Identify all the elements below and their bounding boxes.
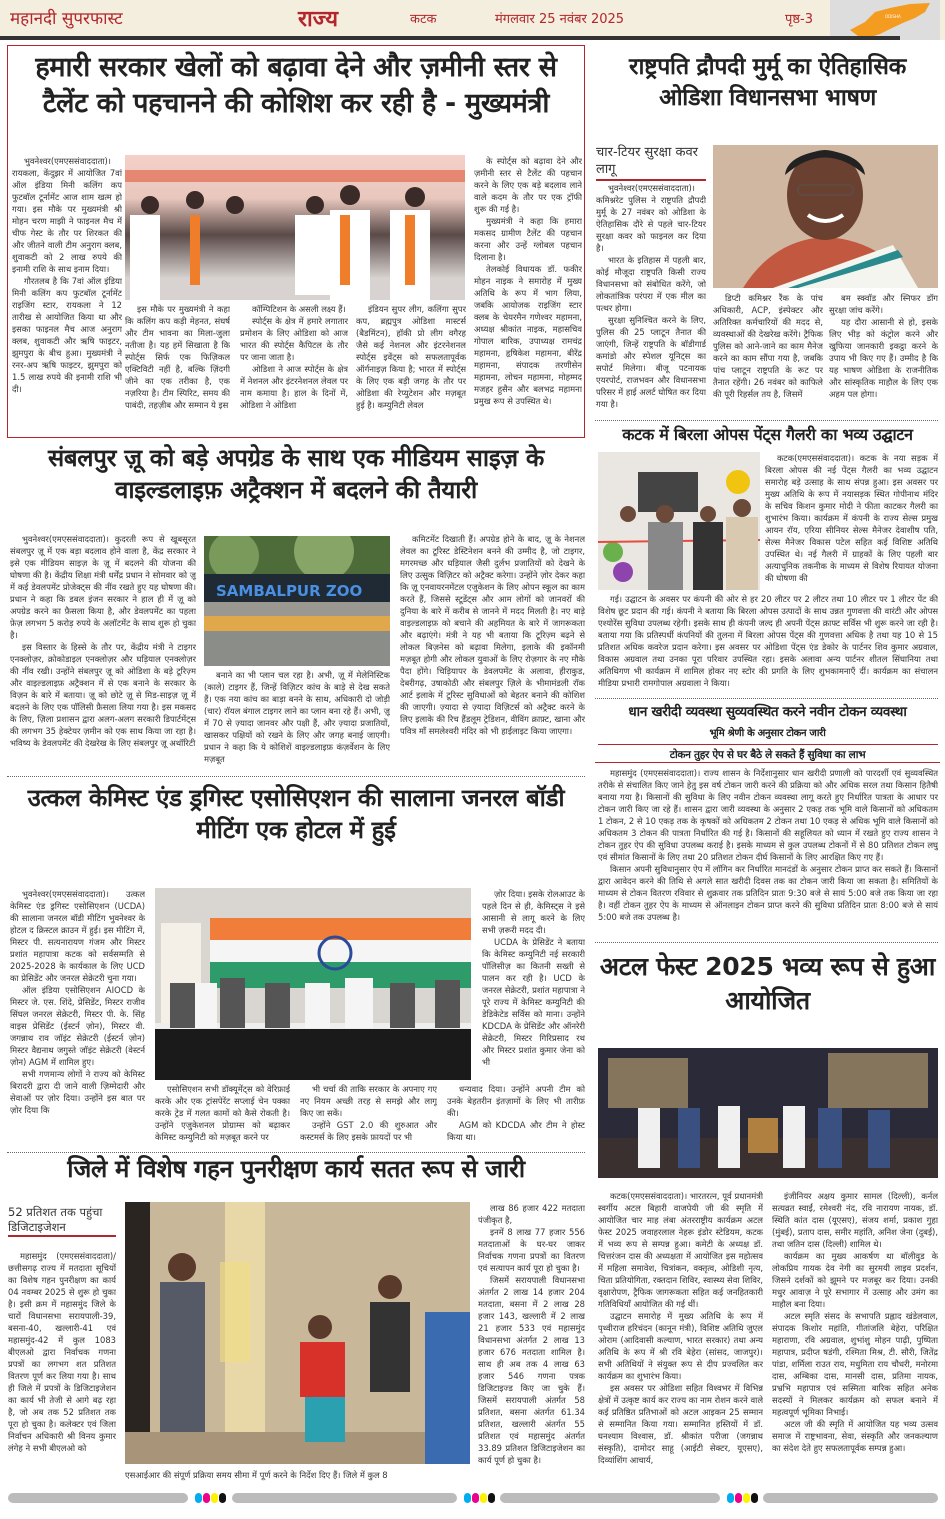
article-column (478, 1202, 585, 1482)
headline-voter-revision: जिले में विशेष गहन पुनरीक्षण कार्य सतत रूप से जारी (67, 1155, 525, 1183)
paragraph: महासमुंद (एमएससंवाददाता)। राज्य शासन के निर्देशानुसार धान खरीदी प्रणाली को पारदर्शी एवं सुव्यवस्थित तरीके से संचालित किए जाने हेतु इस वर्ष टोकन जारी करने की प्रक्रिया को और अधिक सरल तथा किसान हितैषी बनाया गया है। किसानों की सुविधा के लिए नवीन टोकन व्यवस्था लागू करते हुए निर्धारित पात्रता के आधार पर टोकन जारी किए जा रहे हैं। शासन द्वारा जारी व्यवस्था के अनुसार 2 एकड़ तक भूमि वाले किसानों को अधिकतम 1 टोकन, 2 से 10 एकड़ तक के कृषकों को अधिकतम 2 टोकन तथा 10 एकड़ से अधिक भूमि वाले किसानों को अधिकतम 3 टोकन की पात्रता निर्धारित की गई है। किसानों की सहूलियत को ध्यान में रखते हुए राज्य शासन ने टोकन तुहर ऐप की सुविधा उपलब्ध कराई है। इसके माध्यम से कुल उपलब्ध टोकनों में से 80 प्रतिशत टोकन लघु एवं सीमांत किसानों के लिए तथा 20 प्रतिशत टोकन दीर्घ किसानों के लिए आरक्षित किए गए हैं। (598, 768, 938, 862)
registration-dot-cyan (727, 1493, 734, 1503)
headline-sports: हमारी सरकार खेलों को बढ़ावा देने और ज़मीनी स्तर से टैलेंट को पहचानने की कोशिश कर रही है - मुख्यमंत्री (35, 52, 557, 120)
subheadline-digitization: 52 प्रतिशत तक पहुंचा डिजिटाइजेशन (8, 1205, 116, 1237)
paragraph: स्पोर्ट्स के क्षेत्र में हमारे लगातार प्रमोशन के लिए ओडिशा को आज भारत की स्पोर्ट्स कैपिटल के तौर पर जाना जाता है। (240, 316, 348, 362)
photo-ribbon-cutting (598, 452, 760, 590)
paragraph: इनमें 8 लाख 77 हजार 556 मतदाताओं के घर-घर जाकर निर्वाचक गणना प्रपत्रों का वितरण एवं सत्यापन कार्य पूरा हो चुका है। (478, 1227, 585, 1273)
footer-bar (232, 1493, 457, 1503)
registration-dot-black (488, 1493, 495, 1503)
paragraph: लाख 86 हजार 422 मतदाता पंजीकृत है, (478, 1203, 585, 1225)
paragraph: उन्होंने GST 2.0 की शुरुआत और कस्टमर्स के लिए इसके फ़ायदों पर भी (300, 1120, 437, 1142)
registration-dot-yellow (211, 1493, 218, 1503)
divider (7, 776, 585, 777)
paragraph: किसान अपनी सुविधानुसार ऐप में लॉगिन कर निर्धारित मानदंडों के अनुसार टोकन प्राप्त कर सकते हैं। किसानों द्वारा आवेदन करने की तिथि से अगले सात खरीदी दिवस तक का टोकन जारी किया जा सकता है। समितियों के माध्यम से टोकन वितरण रविवार से शुक्रवार तक प्रतिदिन प्रातः 9:30 बजे से सायं 5:00 बजे तक किया जा रहा है। वहीं टोकन तुहर ऐप के माध्यम से ऑनलाइन टोकन प्राप्त करने की सुविधा प्रतिदिन प्रातः 8:00 बजे से सायं 5:00 बजे तक उपलब्ध है। (598, 864, 938, 922)
photo-trophy-ceremony (125, 155, 465, 300)
paragraph: भुवनेश्वर(एमएससंवाददाता)। रायकला, केंदुझर में आयोजित 7वां ऑल इंडिया मिनी कलिंग कप फुटबॉल टूर्नामेंट आज शाम खत्म हो गया। इस मौके पर मुख्यमंत्री श्री मोहन चरण माझी ने फाइनल मैच में चीफ गेस्ट के तौर पर शिरकत की और जीतने वाली टीम अनुराग क्लब, शुवाकटी को 2 लाख रुपये की इनामी राशि के साथ इनाम दिया। (12, 156, 122, 274)
article-column (598, 767, 938, 937)
paragraph: सभी गणमान्य लोगों ने राज्य को केमिस्ट बिरादरी द्वारा दी जाने वाली ज़िम्मेदारी और सेवाओं पर ज़ोर दिया। उन्होंने इस बात पर ज़ोर दिया कि (10, 1069, 145, 1115)
article-column (125, 303, 230, 433)
paragraph: सुरक्षा सुनिश्चित करने के लिए, पुलिस की 25 प्लाटून तैनात की जाएंगी, जिन्हें राष्ट्रपति के बॉडीगार्ड कमांडो और स्पेशल यूनिट्स का सपोर्ट मिलेगा। बीजू पटनायक एयरपोर्ट, राजभवन और विधानसभा परिसर में हाई अलर्ट घोषित कर दिया गया है। (596, 315, 706, 409)
headline-birla-opus: कटक में बिरला ओपस पेंट्स गैलरी का भव्य उद्घाटन (622, 425, 913, 444)
paragraph: जिसमें सरायपाली विधानसभा अंतर्गत 2 लाख 14 हजार 204 मतदाता, बसना में 2 लाख 28 हजार 143, खल्लारी में 2 लाख 21 हजार 533 एवं महासमुंद विधानसभा अंतर्गत 2 लाख 13 हजार 676 मतदाता शामिल है। साथ ही अब तक 4 लाख 63 हजार 546 गणना पत्रक डिजिटाइज्ड किए जा चुके हैं। जिसमें सरायपाली अंतर्गत 58 प्रतिशत, बसना अंतर्गत 61.34 प्रतिशत, खल्लारी अंतर्गत 55 प्रतिशत एवं महासमुंद अंतर्गत 33.89 प्रतिशत डिजिटाइजेशन का कार्य पूर्ण हो चुका है। (478, 1275, 585, 1465)
paragraph: एसोसिएशन सभी डॉक्यूमेंट्स को वेरिफ़ाई करके और एक ट्रांसपेरेंट सप्लाई चेन पक्का करके ट्रेड में गलत कामों को कैसे रोकती है। उन्होंने एजुकेशनल प्रोग्राम्स को बढ़ाकर केमिस्ट कम्युनिटी को मज़बूत करने पर (155, 1084, 290, 1142)
article-column (596, 182, 706, 417)
paragraph: ऑल इंडिया एसोसिएशन AIOCD के मिस्टर जे. एस. शिंदे, प्रेसिडेंट, मिस्टर राजीव सिंघल जनरल सेक्रेटरी, मिस्टर पी. के. सिंह वाइस प्रेसिडेंट (ईस्टर्न ज़ोन), मिस्टर वी. जगन्नाथ राव जॉइंट सेक्रेटरी (ईस्टर्न ज़ोन) मिस्टर वैद्यनाथ जगुस्ते जॉइंट सेक्रेटरी (वेस्टर्न ज़ोन) AGM में शामिल हुए। (10, 985, 145, 1067)
article-column (204, 669, 390, 769)
paragraph: के स्पोर्ट्स को बढ़ावा देने और ज़मीनी स्तर से टैलेंट की पहचान करने के लिए एक बड़े बदलाव लाने वाले कदम के तौर पर एक ट्रॉफी शुरू की गई है। (474, 156, 582, 214)
article-column (829, 292, 938, 417)
paragraph: भुवनेश्वर(एमएससंवाददाता)। कुदरती रूप से खूबसूरत संबलपुर ज़ू में एक बड़ा बदलाव होने वाला है, केंद्र सरकार ने इसे एक मीडियम साइज़ के ज़ू में बदलने की योजना की घोषणा की है। केंद्रीय शिक्षा मंत्री धर्मेंद्र प्रधान ने सोमवार को ज़ू में कई डेवलपमेंट प्रोजेक्ट्स की नींव रखते हुए यह घोषणा की। प्रधान ने कहा कि डबल इंजन सरकार ने हाल ही में ज़ू को अपग्रेड करने का फ़ैसला किया है, और डेवलपमेंट का पहला फ़ेज़ लगभग 5 करोड़ रुपये के अलॉटमेंट के साथ शुरू हो चुका है। (10, 534, 196, 640)
article-column (356, 303, 466, 433)
paragraph: AGM को KDCDA और टीम ने होस्ट किया था। (447, 1120, 585, 1142)
paragraph: गई। उद्घाटन के अवसर पर कंपनी की ओर से हर 20 लीटर पर 2 लीटर तथा 10 लीटर पर 1 लीटर पेंट की विशेष छूट प्रदान की गई। कंपनी ने बताया कि बिरला ओपस उत्पादों के साथ उन्नत गुणवत्ता की वारंटी और ओपस एश्योरेंस सुविधा उपलब्ध रहेगी। इसके साथ ही कंपनी जल्द ही अपनी पेंट्स क्राफ्ट सर्विस भी शुरू करने जा रही है। बताया गया कि प्रतिस्पर्धी कंपनियों की तुलना में बिरला ओपस पेंट्स की गुणवत्ता अधिक है तथा यह 10 से 15 प्रतिशत अधिक कवरेज प्रदान करेगा। इस अवसर पर ओडिशा पेंट्स एंड डेकोर के पार्टनर शिव कुमार अग्रवाल, विकास अग्रवाल तथा उनका पूरा परिवार उपस्थित रहा। इसके अलावा अन्य पार्टनर शीतल सिंघानिया तथा अतिथिगण भी कार्यक्रम में शामिल होकर नए स्टोर की प्रगति के लिए शुभकामनाएँ दीं। कार्यक्रम का संचालन मीडिया प्रभारी रामगोपाल अग्रवाला ने किया। (598, 594, 938, 688)
headline-ucda-agm: उत्कल केमिस्ट एंड ड्रगिस्ट एसोसिएशन की सालाना जनरल बॉडी मीटिंग एक होटल में हुई (27, 784, 565, 845)
paragraph: कॉम्पिटिशन के असली लक्ष्य हैं। (252, 304, 346, 314)
subheadline-token-app: टोकन तुहर ऐप से घर बैठे ले सकते हैं सुविधा का लाभ (595, 748, 940, 763)
masthead: महानदी सुपरफास्ट (10, 9, 123, 29)
paragraph: बनाने का भी प्लान चल रहा है। अभी, ज़ू में मेलेनिस्टिक (काले) टाइगर हैं, जिन्हें विज़िटर कांच के बाड़े से देख सकते हैं। एक नया कांच का बाड़ा बनने के साथ, अधिकारी दो जोड़ी (चार) रॉयल बंगाल टाइगर लाने का प्लान बना रहे हैं। अभी, ज़ू में 70 से ज़्यादा जानवर और पक्षी हैं, और ज़्यादा प्रजातियों, खासकर पक्षियों को रखने के लिए और जगह बनाई जाएगी। प्रधान ने कहा कि ये कोशिशें वाइल्डलाइफ़ कंज़र्वेशन के लिए मज़बूत (204, 670, 390, 764)
registration-dot-yellow (480, 1493, 487, 1503)
divider (595, 420, 938, 421)
paragraph: गौरतलब है कि 7वां ऑल इंडिया मिनी कलिंग कप फुटबॉल टूर्नामेंट राइजिंग स्टार, रायकला ने 12 तारीख से आयोजित किया था और इसका फाइनल मैच आज अनुराग क्लब, शुवाकटी और ऋषि फाइटर, झुमपुरा के बीच हुआ। मुख्यमंत्री ने रनर-अप ऋषि फाइटर, झुमपुरा को 1.5 लाख रुपये की इनामी राशि भी दी। (12, 276, 122, 394)
paragraph: इंडियन सुपर लीग, कलिंगा सुपर कप, ब्रह्मपुत्र ओडिशा मास्टर्स (बैडमिंटन), हॉकी प्रो लीग वगैरह जैसे कई नेशनल और इंटरनेशनल स्पोर्ट्स इवेंट्स को सफलतापूर्वक ऑर्गनाइज़ किया है; भारत में स्पोर्ट्स के लिए एक बड़ी जगह के तौर पर ओडिशा की रेप्युटेशन और मज़बूत हुई है। कम्युनिटी लेवल (356, 304, 466, 410)
article-column (10, 888, 145, 1150)
photo-atal-fest (598, 1048, 938, 1178)
paragraph: UCDA के प्रेसिडेंट ने बताया कि केमिस्ट कम्युनिटी नई सरकारी पॉलिसीज़ का कितनी सख्ती से पालन कर रही है। UCD के जनरल सेक्रेटरी, प्रशांत महापात्रा ने पूरे राज्य में केमिस्ट कम्युनिटी की डेडिकेटेड सर्विस को माना। उन्होंने KDCDA के प्रेसिडेंट और ऑनरेरी सेक्रेटरी, मिस्टर गिरिप्रसाद रथ और मिस्टर प्रशांत कुमार जेना को भी (482, 937, 585, 1067)
headline-president: राष्ट्रपति द्रौपदी मुर्मू का ऐतिहासिक ओडिशा विधानसभा भाषण (629, 54, 906, 112)
paragraph: महासमुंद (एमएससंवाददाता)/ छत्तीसगढ़ राज्य में मतदाता सूचियों का विशेष गहन पुनरीक्षण का कार्य 04 नवम्बर 2025 से शुरू हो चुका है। इसी क्रम में महासमुंद जिले के चारों विधानसभा सरायपाली-39, बसना-40, खल्लारी-41 एवं महासमुंद-42 में कुल 1083 बीएलओ द्वारा निर्वाचक गणना प्रपत्रों का लगभग शत प्रतिशत वितरण पूर्ण कर लिया गया है। साथ ही जिले में प्रपत्रों के डिजिटाइजेशन का कार्य भी तेजी से आगे बढ़ रहा है, जो अब तक 52 प्रतिशत तक पूरा हो चुका है। कलेक्टर एवं जिला निर्वाचन अधिकारी श्री विनय कुमार लंगेह ने सभी बीएलओ को (8, 1251, 116, 1453)
photo-sambalpur-zoo (204, 536, 390, 666)
registration-dot-black (219, 1493, 226, 1503)
paragraph: ज़ोर दिया। इसके रोलआउट के पहले दिन से ही, केमिस्ट्स ने इसे आसानी से लागू करने के लिए सभी ज़रूरी मदद दी। (482, 889, 585, 935)
paragraph: अटल स्मृति संसद के सभापति प्रह्लाद खंडेलवाल, संपादक किशोर महांति, गीतांजलि बेहेरा, परिक्षित महाराणा, रवि अग्रवाल, शुभांशु मोहन पाढ़ी, पुष्पिता महापात्र, प्रदीप्त षडंगी, रश्मिता मिश्र, टी. सौरी, जितेंद्र पांडा, शर्मिला राउत राय, मधुमिता राय चौधरी, मनोरमा दास, अम्बिका दास, मानसी दास, प्रतिमा नायक, प्रभ्रभि महापात्र एवं सस्मिता बारिक सहित अनेक सदस्यों ने मिलकर कार्यक्रम को सफल बनाने में महत्वपूर्ण भूमिका निभाई। (772, 1311, 938, 1417)
headline-paddy-token: धान खरीदी व्यवस्था सुव्यवस्थित करने नवीन टोकन व्यवस्था (628, 704, 907, 720)
section-title: राज्य (298, 7, 339, 32)
page-number: पृष्ठ-3 (785, 12, 814, 27)
paragraph: तेलकोई विधायक डॉ. फकीर मोहन नाइक ने समारोह में मुख्य अतिथि के रूप में भाग लिया, जबकि आयोजक राइजिंग स्टार क्लब के चेयरमैन गणेश्वर महामना, अध्यक्ष श्रीकांत नाइक, महासचिव गोपाल बारिक, उपाध्यक्ष रामचंद्र महामना, हृषिकेश महामना, बीरेंद्र महामना, संपादक तरणीसेन महामना, लोचन महामना, मोहम्मद मजहर हुसैन और बलभद्र महामना प्रमुख रूप से उपस्थित थे। (474, 264, 582, 406)
paragraph: अटल जी की स्मृति में आयोजित यह भव्य उत्सव समाज में राष्ट्रभावना, सेवा, संस्कृति और जनकल्याण का संदेश देते हुए सफलतापूर्वक सम्पन्न हुआ। (772, 1419, 938, 1453)
edition-city: कटक (410, 12, 437, 27)
divider (595, 698, 938, 699)
paragraph: इस अवसर पर ओडिशा सहित विश्वभर में विभिन्न क्षेत्रों में उत्कृष्ट कार्य कर राज्य का नाम रोशन करने वाले कई प्रतिष्ठित प्रतिभाओं को अटल आइकन 25 सम्मान से सम्मानित किया गया। सम्मानित हस्तियों में डॉ. घनश्याम विश्वास, डॉ. श्रीकांत परीजा (जगन्नाथ संस्कृति), दामोदर साहू (आईटी सेक्टर, यूएसए), दिव्यांशिंग आचार्य, (598, 1383, 763, 1465)
paragraph: कार्यक्रम का मुख्य आकर्षण था बॉलीवुड के लोकप्रिय गायक देव नेगी का सुरमयी लाइव प्रदर्शन, जिसने दर्शकों को झूमने पर मजबूर कर दिया। उनकी मधुर आवाज़ ने पूरे सभागार में उत्साह और उमंग का माहौल बना दिया। (772, 1251, 938, 1309)
paragraph: इस मौके पर मुख्यमंत्री ने कहा कि कलिंग कप कड़ी मेहनत, संघर्ष और टीम भावना का मिला-जुला नतीजा है। यह हमें सिखाता है कि स्पोर्ट्स सिर्फ एक फिज़िकल एक्टिविटी नहीं है, बल्कि ज़िंदगी जीने का एक तरीका है, एक नज़रिया है। टीम स्पिरिट, समय की पाबंदी, तहज़ीब और सम्मान ये इस (125, 304, 230, 410)
article-column (772, 1190, 938, 1482)
paragraph: भुवनेश्वर(एमएससंवाददाता)। कमिश्नरेट पुलिस ने राष्ट्रपति द्रौपदी मुर्मू के 27 नवंबर को ओडिशा के ऐतिहासिक दौरे से पहले चार-टियर सुरक्षा कवर को फाइनल कर दिया है। (596, 183, 706, 253)
article-column (10, 533, 196, 769)
footer-bar (763, 1493, 938, 1503)
registration-dot-cyan (195, 1493, 202, 1503)
registration-dot-magenta (472, 1493, 479, 1503)
article-column (400, 533, 585, 769)
odisha-map-icon (830, 0, 940, 40)
footer-bar (500, 1493, 720, 1503)
header-rule (0, 36, 900, 40)
registration-dot-magenta (735, 1493, 742, 1503)
paragraph: भी चर्चा की ताकि सरकार के अपनाए गए नए नियम अच्छी तरह से समझे और लागू किए जा सकें। (300, 1084, 437, 1118)
article-column (598, 593, 938, 695)
registration-dot-black (751, 1493, 758, 1503)
article-column (155, 1083, 290, 1150)
paragraph: कटक(एमएससंवाददाता)। भारतरत्न, पूर्व प्रधानमंत्री स्वर्गीय अटल बिहारी वाजपेयी जी की स्मृति में आयोजित चार माह लंबा अंतरराष्ट्रीय कार्यक्रम अटल फेस्ट 2025 जवाहरलाल नेहरू इंडोर स्टेडियम, कटक में भव्य रूप से सम्पन्न हुआ। कमेटी के अध्यक्ष डॉ. चित्तरंजन दास की अध्यक्षता में आयोजित इस महोत्सव में महिला समावेश, चित्रांकन, वक्तृत्व, ओडिशी नृत्य, चिता प्रतियोगिता, रक्तदान शिविर, स्वास्थ्य सेवा शिविर, वृक्षारोपण, ट्रैफिक जागरूकता सहित कई जनहितकारी गतिविधियाँ आयोजित की गई थीं। (598, 1191, 763, 1309)
paragraph: उद्घाटन समारोह में मुख्य अतिथि के रूप में पृथ्वीराज हरिचंदन (कानून मंत्री), विशिष्ट अतिथि जुएल ओराम (आदिवासी कल्याण, भारत सरकार) तथा अन्य अतिथि के रूप में श्री रवि बेहेरा (सांसद, जाजपुर)। सभी अतिथियों ने संयुक्त रूप से दीप प्रज्वलित कर कार्यक्रम का शुभारंभ किया। (598, 1311, 763, 1381)
paragraph: मुख्यमंत्री ने कहा कि हमारा मकसद ग्रामीण टैलेंट की पहचान करना और उन्हें ग्लोबल पहचान दिलाना है। (474, 216, 582, 262)
paragraph: धन्यवाद दिया। उन्होंने अपनी टीम को उनके बेहतरीन इंतज़ामों के लिए भी तारीफ़ की। (447, 1084, 585, 1118)
article-column (8, 1250, 116, 1482)
svg-text:ODISHA: ODISHA (885, 14, 901, 19)
paragraph: इस विस्तार के हिस्से के तौर पर, केंद्रीय मंत्री ने टाइगर एनक्लोज़र, क्रोकोडाइल एनक्लोज़र और घड़ियाल एनक्लोज़र की नींव रखी। उन्होंने संबलपुर ज़ू को ओडिशा के बड़े टूरिज़्म और वाइल्डलाइफ़ अट्रैक्शन में से एक बनाने के सरकार के विज़न के बारे में बताया। ज़ू को छोटे ज़ू से मिड-साइज़ ज़ू में बदलने के लिए एक पॉलिसी फ़ैसला लिया गया है। इस मकसद के लिए, ज़िला प्रशासन द्वारा अलग-अलग सरकारी डिपार्टमेंट्स की लगभग 35 हेक्टेयर ज़मीन को एक साथ किया जा रहा है। भविष्य के डेवलपमेंट की देखरेख के लिए संबलपुर ज़ू अथॉरिटी (10, 642, 196, 748)
article-column (765, 452, 938, 592)
article-column (598, 1190, 763, 1482)
paragraph: यह दौरा आसानी से हो, इसके लिए भीड़ को कंट्रोल करने और खुफिया जानकारी इकट्ठा करने के उपाय भी किए गए हैं। उम्मीद है कि यह भाषण ओडिशा के राजनीतिक और सांस्कृतिक माहौल के लिए एक अहम पल होगा। (829, 317, 938, 399)
paragraph: इंजीनियर अक्षय कुमार सामल (दिल्ली), कर्नल सत्यव्रत स्वाईं, रमेश्वरी नंद, रवि नारायण नायक, डॉ. स्थिति कांत दास (यूएसए), संजय शर्मा, प्रकाश गुहा (मुंबई), प्रताप दास, समीर महांति, अनिश जेना (दुबई), तथा जतिन दास (दिल्ली) शामिल थे। (772, 1191, 938, 1249)
article-column (482, 888, 585, 1080)
photo-agm-meeting (155, 888, 471, 1080)
photo-caption: एसआईआर की संपूर्ण प्रक्रिया समय सीमा में पूर्ण करने के निर्देश दिए हैं। जिले में कुल 8 (125, 1470, 388, 1480)
paragraph: बम स्क्वॉड और स्निफर डॉग सुरक्षा जांच करेंगे। (829, 293, 938, 315)
article-column (474, 155, 582, 433)
article-column (447, 1083, 585, 1150)
photo-blo-survey (125, 1202, 470, 1464)
article-column (713, 292, 823, 417)
svg-text:SAMBALPUR ZOO: SAMBALPUR ZOO (216, 582, 363, 600)
article-column (12, 155, 122, 433)
headline-sambalpur-zoo: संबलपुर ज़ू को बड़े अपग्रेड के साथ एक मीडियम साइज़ के वाइल्डलाइफ़ अट्रैक्शन में बदलने की तैयारी (47, 444, 545, 505)
issue-date: मंगलवार 25 नवंबर 2025 (495, 12, 625, 27)
headline-atal-fest: अटल फेस्ट 2025 भव्य रूप से हुआ आयोजित (599, 952, 936, 1015)
paragraph: ओडिशा ने आज स्पोर्ट्स के क्षेत्र में नेशनल और इंटरनेशनल लेवल पर नाम कमाया है। हाल के दिनों में, ओडिशा ने ओडिशा (240, 364, 348, 410)
photo-president (713, 145, 938, 288)
subheadline-security: चार-टियर सुरक्षा कवर लागू (596, 145, 706, 181)
paragraph: कटक(एमएससंवाददाता)। कटक के नया सड़क में बिरला ओपस की नई पेंट्स गैलरी का भव्य उद्घाटन समारोह बड़े उत्साह के साथ संपन्न हुआ। इस अवसर पर मुख्य अतिथि के रूप में नयासड़क स्थित गोपीनाथ मंदिर के सचिव किशन कुमार मोदी ने फीता काटकर गैलरी का शुभारंभ किया। कार्यक्रम में कंपनी के राज्य सेल्स प्रमुख आयन रॉय, एरिया सीनियर सेल्स मैनेजर देवाशीष पति, सेल्स मैनेजर विकास पटेल सहित कई विशिष्ट अतिथि उपस्थित थे। नई गैलरी में ग्राहकों के लिए पहली बार अत्याधुनिक तकनीक के माध्यम से विशेष रियायत योजना की घोषणा की (765, 453, 938, 583)
article-column (240, 303, 348, 433)
divider (598, 744, 938, 745)
paragraph: भारत के इतिहास में पहली बार, कोई मौजूदा राष्ट्रपति किसी राज्य विधानसभा को संबोधित करेंगे, जो लोकतांत्रिक परंपरा में एक मील का पत्थर होगा। (596, 255, 706, 313)
subheadline-land-category: भूमि श्रेणी के अनुसार टोकन जारी (709, 728, 826, 739)
paragraph: डिप्टी कमिश्नर रैंक के पांच अधिकारी, ACP, इंस्पेक्टर और अतिरिक्त कर्मचारियों की मदद से, व्यवस्थाओं की देखरेख करेंगे। ट्रैफिक पुलिस को आने-जाने का काम मैनेज करने का काम सौंपा गया है, जबकि पांच प्लाटून राष्ट्रपति के रूट पर तैनात रहेंगी। 26 नवंबर को काफिले की पूरी रिहर्सल तय है, जिसमें (713, 293, 823, 399)
divider (595, 942, 938, 943)
footer-bar (8, 1493, 188, 1503)
registration-dot-magenta (203, 1493, 210, 1503)
paragraph: भुवनेश्वर(एमएससंवाददाता)। उत्कल केमिस्ट एंड ड्रगिस्ट एसोसिएशन (UCDA) की सालाना जनरल बॉडी मीटिंग भुवनेश्वर के होटल द क्रिस्टल क्राउन में हुई। इस मीटिंग में, मिस्टर पी. सत्यनारायण गंजम और मिस्टर प्रशांत महापात्रा कटक को सर्वसम्मति से 2025-2028 के कार्यकाल के लिए UCD का प्रेसिडेंट और जनरल सेक्रेटरी चुना गया। (10, 889, 145, 983)
registration-dot-yellow (743, 1493, 750, 1503)
paragraph: कमिटमेंट दिखाती हैं। अपग्रेड होने के बाद, ज़ू के नेशनल लेवल का टूरिस्ट डेस्टिनेशन बनने की उम्मीद है, जो टाइगर, मगरमच्छ और घड़ियाल जैसी दुर्लभ प्रजातियों को देखने के लिए उत्सुक विज़िटर को अट्रैक्ट करेगा। उन्होंने ज़ोर देकर कहा कि ज़ू एनवायरनमेंटल एजुकेशन के लिए ओपन स्कूल का काम करते हैं, जिससे स्टूडेंट्स और आम लोगों को जानवरों की दुनिया के बारे में करीब से जानने में मदद मिलती है। नए बाड़े वाइल्डलाइफ़ को बचाने की अहमियत के बारे में जागरूकता और बढ़ाएंगे। मंत्री ने यह भी बताया कि टूरिज़्म बढ़ने से लोकल बिज़नेस को बढ़ावा मिलेगा, इलाके की इकॉनमी मज़बूत होगी और लोकल युवाओं के लिए रोज़गार के नए मौके पैदा होंगे। चिड़ियापर के डेवलपमेंट के अलावा, हीराकुड, देबरीगढ़, उषाकोठी और संबलपुर ज़िले के भीमामंडली रॉक आर्ट इलाके में टूरिस्ट सुविधाओं को बेहतर बनाने की कोशिश की जाएगी। ज़्यादा से ज़्यादा विज़िटर्स को अट्रैक्ट करने के लिए इलाके की रिच हैंडलूम ट्रेडिशन, वीविंग क्राफ़्ट, खाना और पवित्र माँ समलेश्वरी मंदिर को भी हाईलाइट किया जाएगा। (400, 534, 585, 736)
article-column (300, 1083, 437, 1150)
registration-dot-cyan (464, 1493, 471, 1503)
